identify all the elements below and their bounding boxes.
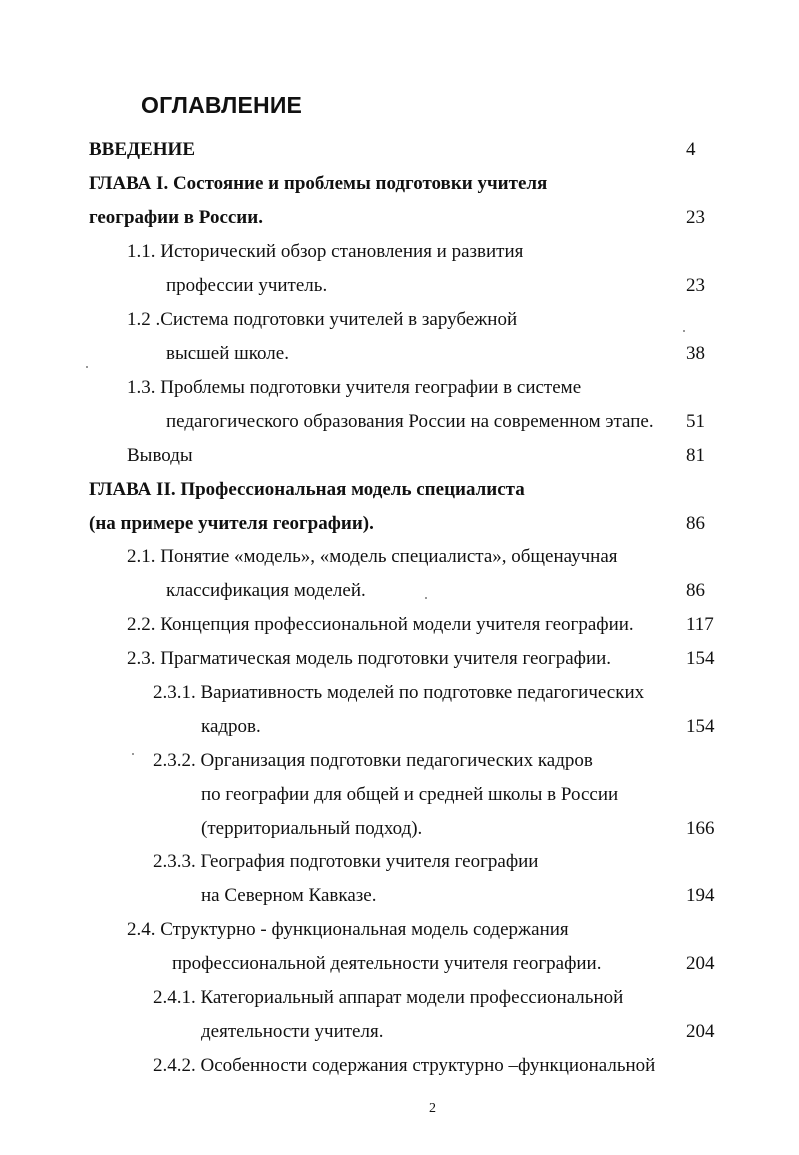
toc-section-2-3-3-line1: 2.3.3. География подготовки учителя географии	[153, 851, 539, 872]
toc-section-2-4-line2: профессиональной деятельности учителя географии.	[172, 953, 602, 974]
scan-speck	[132, 753, 134, 755]
toc-section-2-1-line1: 2.1. Понятие «модель», «модель специалиста», общенаучная	[127, 546, 618, 567]
toc-section-1-3-page: 51	[686, 411, 705, 432]
toc-section-2-3-3-line2: на Северном Кавказе.	[201, 885, 377, 906]
toc-chapter2-page: 86	[686, 513, 705, 534]
toc-section-2-4-2-line1: 2.4.2. Особенности содержания структурно –функциональной	[153, 1055, 656, 1076]
toc-section-2-1-page: 86	[686, 580, 705, 601]
page-title: ОГЛАВЛЕНИЕ	[141, 92, 303, 118]
scan-speck	[683, 330, 685, 332]
toc-section-2-3-2-line2: по географии для общей и средней школы в России	[201, 784, 619, 805]
toc-section-2-1-line2: классификация моделей.	[166, 580, 366, 601]
toc-intro-title: ВВЕДЕНИЕ	[89, 139, 195, 160]
toc-section-2-3-page: 154	[686, 648, 715, 669]
toc-section-2-4-page: 204	[686, 953, 715, 974]
toc-chapter2-title-line2: (на примере учителя географии).	[89, 513, 374, 534]
toc-section-1-2-page: 38	[686, 343, 705, 364]
toc-section-1-1-page: 23	[686, 275, 705, 296]
toc-conclusions-title: Выводы	[127, 445, 193, 466]
toc-section-2-2-line1: 2.2. Концепция профессиональной модели учителя географии.	[127, 614, 634, 635]
toc-section-1-2-line2: высшей школе.	[166, 343, 289, 364]
footer-page-number: 2	[429, 1101, 436, 1116]
toc-section-2-3-3-page: 194	[686, 885, 715, 906]
toc-chapter1-page: 23	[686, 207, 705, 228]
scan-speck	[425, 597, 427, 599]
toc-section-2-3-2-line3: (территориальный подход).	[201, 818, 423, 839]
scan-speck	[86, 366, 88, 368]
toc-intro-page: 4	[686, 139, 696, 160]
toc-section-1-1-line2: профессии учитель.	[166, 275, 328, 296]
toc-section-1-3-line1: 1.3. Проблемы подготовки учителя географии в системе	[127, 377, 582, 398]
toc-section-2-3-1-page: 154	[686, 716, 715, 737]
toc-section-2-2-page: 117	[686, 614, 714, 635]
toc-section-1-2-line1: 1.2 .Система подготовки учителей в зарубежной	[127, 309, 518, 330]
toc-section-2-4-line1: 2.4. Структурно - функциональная модель содержания	[127, 919, 569, 940]
toc-section-1-1-line1: 1.1. Исторический обзор становления и развития	[127, 241, 524, 262]
toc-section-2-4-1-line2: деятельности учителя.	[201, 1021, 384, 1042]
toc-section-2-4-1-line1: 2.4.1. Категориальный аппарат модели профессиональной	[153, 987, 624, 1008]
toc-section-2-3-1-line2: кадров.	[201, 716, 261, 737]
toc-section-2-3-line1: 2.3. Прагматическая модель подготовки учителя географии.	[127, 648, 612, 669]
toc-section-1-3-line2: педагогического образования России на современном этапе.	[166, 411, 654, 432]
toc-chapter2-title-line1: ГЛАВА II. Профессиональная модель специалиста	[89, 479, 525, 500]
toc-section-2-3-1-line1: 2.3.1. Вариативность моделей по подготовке педагогических	[153, 682, 645, 703]
toc-conclusions-page: 81	[686, 445, 705, 466]
toc-section-2-3-2-page: 166	[686, 818, 715, 839]
toc-section-2-4-1-page: 204	[686, 1021, 715, 1042]
toc-chapter1-title-line1: ГЛАВА I. Состояние и проблемы подготовки учителя	[89, 173, 548, 194]
toc-section-2-3-2-line1: 2.3.2. Организация подготовки педагогических кадров	[153, 750, 593, 771]
toc-chapter1-title-line2: географии в России.	[89, 207, 263, 228]
